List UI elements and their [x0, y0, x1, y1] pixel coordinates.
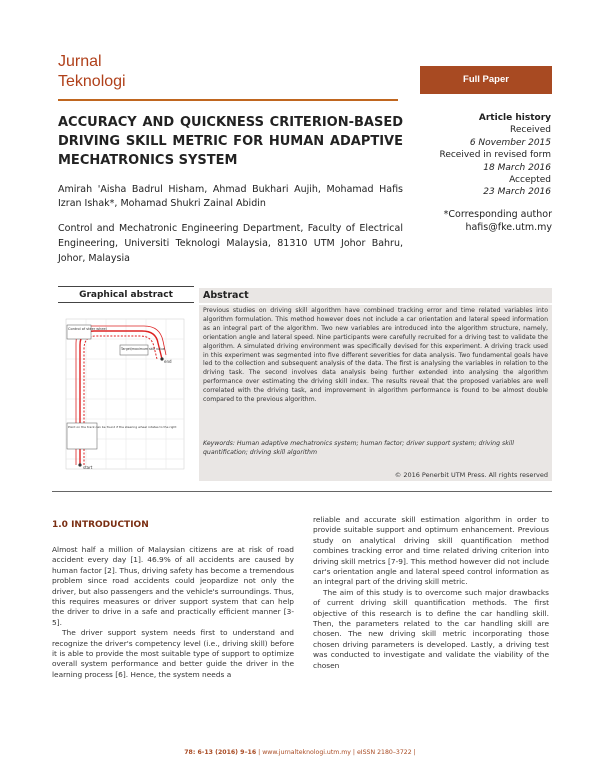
- graphical-abstract-figure: [58, 305, 194, 481]
- abstract-heading: Abstract: [199, 288, 552, 303]
- corresponding-label: *Corresponding author: [443, 209, 552, 220]
- journal-name-line2: Teknologi: [58, 73, 126, 90]
- paragraph: reliable and accurate skill estimation algorithm in order to provide suitable support and optimum enhancement. Previous study on analytical driving skill quantification method combines tracking error and time related driving criterion into driving skill metrics [7-9]. This method however did not include car's orientation angle and lateral speed control information as an integral part of the driving skill metric.: [313, 515, 549, 587]
- label-start: start: [83, 465, 93, 470]
- paragraph: The aim of this study is to overcome such major drawbacks of current driving skill quantification methods. The first objective of this research is to define the car handling skill. Then, the parameters related to the car handling skill are chosen. The new driving skill metric incorporating those chosen driving parameters is developed. Lastly, a driving test was conducted to investigate and validate the viability of the chosen: [313, 587, 549, 670]
- accepted-label: Accepted: [509, 175, 551, 186]
- corresponding-email[interactable]: hafis@fke.utm.my: [465, 221, 552, 233]
- copyright: © 2016 Penerbit UTM Press. All rights reserved: [394, 471, 548, 479]
- graphical-abstract-heading: Graphical abstract: [79, 290, 173, 300]
- revised-label: Received in revised form: [439, 150, 551, 161]
- ga-bottom-rule: [58, 302, 194, 303]
- history-heading: Article history: [478, 113, 551, 123]
- footer-issn: eISSN 2180–3722: [357, 749, 412, 756]
- label-mid: Target/maximum skill value: [121, 347, 165, 351]
- received-date: 6 November 2015: [469, 137, 551, 148]
- left-column: [52, 545, 294, 680]
- abstract-text: Previous studies on driving skill algorithm have combined tracking error and time related variables into algorithm formulation. This method however does not include a car orientation and lateral speed information as an integral part of the algorithm. Two new variables are introduced into the algorithm structure, namely, orientation angle and lateral speed. Nine participants were carefully recruited for a driving test to validate the algorithm. A simulated driving environment was specifically devised for this experiment. A driving track used in this experiment was segmented into five different severities for data analysis. Two fundamental goals have led to the collection and subsequent analysis of the data. The first is analysing the variables in relation to the driving task. The second involves data analysis being further extended into analysing the algorithm performance over estimating the driving skill index. The results reveal that the proposed variables are well correlated with the driving task, and improvement in algorithm performance is found to be almost double compared to the previous algorithm.: [203, 307, 548, 404]
- label-top: Control of steer wheel: [68, 327, 107, 331]
- journal-name-line1: Jurnal: [58, 53, 102, 70]
- journal-name: [58, 52, 126, 92]
- page-footer: 78: 6-13 (2016) 9–16 | www.jurnalteknologi.utm.my | eISSN 2180–3722 |: [184, 749, 416, 756]
- label-bottom: Point on the track can be found if the steering wheel rotates to the right: [68, 425, 177, 429]
- revised-date: 18 March 2016: [483, 162, 551, 173]
- keywords: Keywords: Human adaptive mechatronics system; human factor; driver support system; driving skill quantification; driving skill algorithm: [203, 440, 514, 456]
- affiliation: Control and Mechatronic Engineering Department, Faculty of Electrical Engineering, Universiti Teknologi Malaysia, 81310 UTM Johor Bahru, Johor, Malaysia: [58, 223, 403, 264]
- section-heading: 1.0 INTRODUCTION: [52, 520, 149, 530]
- paragraph: Almost half a million of Malaysian citizens are at risk of road accident every day [1]. 46.9% of all accidents are caused by human factor [2]. Thus, driving safety has become a tremendous problem since road accidents could jeopardize not only the driver, but also passengers and the vehicle's surroundings. Thus, this requires measures or driver support system that can help the driver to drive in a safe and practically efficient manner [3-5].: [52, 545, 294, 627]
- paragraph: The driver support system needs first to understand and recognize the driver's competency level (i.e., driving skill) before it is able to provide the most suitable type of support to optimize overall system performance and better guide the driver in the learning process [6]. Hence, the system needs a: [52, 628, 294, 679]
- footer-citation: 78: 6-13 (2016) 9–16: [184, 749, 257, 756]
- start-marker: [78, 463, 81, 466]
- accepted-date: 23 March 2016: [483, 187, 551, 198]
- authors: Amirah 'Aisha Badrul Hisham, Ahmad Bukhari Aujih, Mohamad Hafis Izran Ishak*, Mohamad Shukri Zainal Abidin: [58, 184, 403, 209]
- received-label: Received: [510, 125, 551, 136]
- section-rule: [52, 491, 552, 492]
- paper-title: ACCURACY AND QUICKNESS CRITERION-BASED DRIVING SKILL METRIC FOR HUMAN ADAPTIVE MECHATRONICS SYSTEM: [58, 115, 403, 168]
- footer-site[interactable]: www.jurnalteknologi.utm.my: [262, 749, 351, 756]
- article-history: [420, 112, 551, 199]
- corresponding-author: [420, 209, 552, 234]
- right-column: [313, 515, 549, 671]
- full-paper-badge: Full Paper: [420, 66, 552, 94]
- ga-top-rule: [58, 286, 194, 287]
- label-end: end: [164, 359, 172, 364]
- header-rule: [58, 99, 398, 101]
- track-diagram: [58, 305, 194, 481]
